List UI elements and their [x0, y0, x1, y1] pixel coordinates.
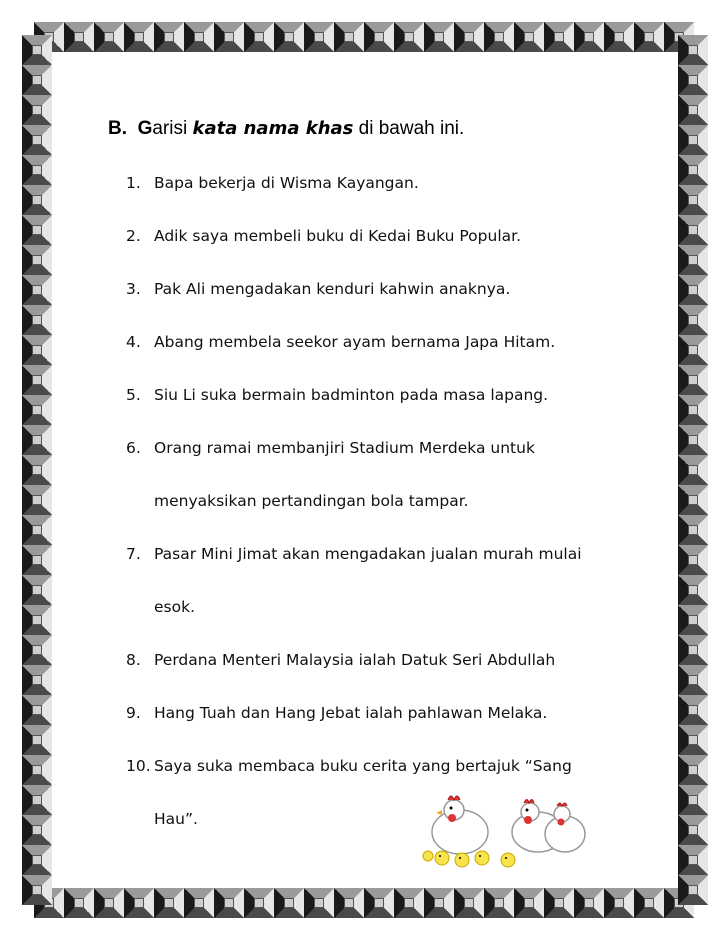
border-stud — [214, 888, 244, 918]
border-stud — [514, 888, 544, 918]
list-item — [126, 541, 646, 620]
item-number: 6. — [126, 439, 141, 457]
border-stud — [22, 635, 52, 665]
item-text: Perdana Menteri Malaysia ialah Datuk Seri Abdullah — [154, 651, 556, 669]
border-stud — [274, 22, 304, 52]
border-stud — [678, 275, 708, 305]
border-stud — [22, 725, 52, 755]
item-text: Bapa bekerja di Wisma Kayangan. — [154, 174, 419, 192]
border-stud — [424, 22, 454, 52]
item-text: Adik saya membeli buku di Kedai Buku Popular. — [154, 227, 522, 245]
border-stud — [394, 888, 424, 918]
item-number: 5. — [126, 386, 141, 404]
border-stud — [454, 888, 484, 918]
border-bottom — [22, 888, 708, 918]
border-stud — [678, 485, 708, 515]
border-stud — [22, 395, 52, 425]
item-text-continued: Hau”. — [154, 810, 198, 828]
border-stud — [244, 22, 274, 52]
border-stud — [22, 845, 52, 875]
border-stud — [678, 605, 708, 635]
border-stud — [364, 888, 394, 918]
item-number: 8. — [126, 651, 141, 669]
item-number: 9. — [126, 704, 141, 722]
border-stud — [678, 95, 708, 125]
list-item — [126, 700, 646, 726]
border-stud — [678, 245, 708, 275]
list-item — [126, 276, 646, 302]
border-stud — [678, 305, 708, 335]
border-stud — [678, 395, 708, 425]
border-stud — [124, 888, 154, 918]
border-stud — [544, 22, 574, 52]
border-stud — [334, 888, 364, 918]
border-stud — [22, 485, 52, 515]
border-stud — [22, 695, 52, 725]
heading-initial: G — [137, 118, 153, 139]
item-text: Pak Ali mengadakan kenduri kahwin anaknya. — [154, 280, 511, 298]
border-stud — [678, 425, 708, 455]
border-stud — [22, 275, 52, 305]
border-stud — [22, 245, 52, 275]
border-top — [22, 22, 708, 52]
item-text: Abang membela seekor ayam bernama Japa Hitam. — [154, 333, 556, 351]
border-stud — [64, 888, 94, 918]
border-stud — [22, 35, 52, 65]
border-stud — [22, 305, 52, 335]
chick-icon — [455, 853, 469, 867]
border-stud — [154, 888, 184, 918]
border-stud — [574, 22, 604, 52]
border-stud — [678, 35, 708, 65]
item-number: 2. — [126, 227, 141, 245]
heading-emphasis: kata nama khas — [192, 118, 354, 139]
border-stud — [678, 575, 708, 605]
border-stud — [678, 155, 708, 185]
border-stud — [22, 545, 52, 575]
border-stud — [678, 455, 708, 485]
border-stud — [484, 888, 514, 918]
item-number: 3. — [126, 280, 141, 298]
border-stud — [678, 815, 708, 845]
border-stud — [544, 888, 574, 918]
item-text: Saya suka membaca buku cerita yang bertajuk “Sang — [154, 757, 572, 775]
border-stud — [634, 22, 664, 52]
border-stud — [678, 215, 708, 245]
worksheet-content — [108, 114, 648, 144]
border-stud — [22, 155, 52, 185]
border-stud — [22, 875, 52, 905]
chick-icon — [501, 853, 515, 867]
border-stud — [604, 22, 634, 52]
border-stud — [678, 725, 708, 755]
border-stud — [22, 665, 52, 695]
border-left — [22, 22, 52, 918]
border-stud — [604, 888, 634, 918]
item-number: 7. — [126, 545, 141, 563]
border-stud — [64, 22, 94, 52]
border-stud — [22, 215, 52, 245]
chick-icon — [475, 851, 489, 865]
border-stud — [574, 888, 604, 918]
border-stud — [484, 22, 514, 52]
border-stud — [678, 875, 708, 905]
border-stud — [244, 888, 274, 918]
border-stud — [678, 695, 708, 725]
item-text-continued: esok. — [154, 598, 195, 616]
border-stud — [334, 22, 364, 52]
border-stud — [154, 22, 184, 52]
border-stud — [22, 425, 52, 455]
item-text: Siu Li suka bermain badminton pada masa lapang. — [154, 386, 549, 404]
border-stud — [184, 888, 214, 918]
border-stud — [678, 665, 708, 695]
border-stud — [274, 888, 304, 918]
sentence-list — [126, 170, 646, 859]
border-stud — [22, 815, 52, 845]
border-stud — [22, 335, 52, 365]
border-stud — [678, 635, 708, 665]
border-stud — [22, 185, 52, 215]
border-stud — [678, 515, 708, 545]
border-stud — [454, 22, 484, 52]
border-stud — [394, 22, 424, 52]
border-stud — [22, 755, 52, 785]
border-stud — [304, 22, 334, 52]
list-item — [126, 382, 646, 408]
heading-text-1: arisi — [152, 118, 193, 139]
chickens-and-chicks-icon — [420, 790, 590, 870]
hen-icon — [545, 803, 585, 852]
border-stud — [678, 185, 708, 215]
border-stud — [634, 888, 664, 918]
border-stud — [678, 785, 708, 815]
border-stud — [678, 335, 708, 365]
item-number: 1. — [126, 174, 141, 192]
chick-icon — [423, 851, 433, 861]
item-number: 4. — [126, 333, 141, 351]
border-stud — [184, 22, 214, 52]
list-item — [126, 329, 646, 355]
border-stud — [678, 545, 708, 575]
border-stud — [364, 22, 394, 52]
list-item — [126, 647, 646, 673]
border-stud — [214, 22, 244, 52]
border-stud — [678, 365, 708, 395]
item-number: 10. — [126, 757, 151, 775]
border-stud — [678, 125, 708, 155]
border-stud — [514, 22, 544, 52]
item-text: Orang ramai membanjiri Stadium Merdeka untuk — [154, 439, 535, 457]
border-stud — [22, 125, 52, 155]
hen-icon — [432, 796, 488, 854]
border-stud — [678, 65, 708, 95]
border-stud — [124, 22, 154, 52]
border-stud — [424, 888, 454, 918]
chick-icon — [435, 851, 449, 865]
heading-text-2: di bawah ini. — [353, 118, 465, 139]
border-stud — [94, 22, 124, 52]
border-stud — [22, 605, 52, 635]
border-stud — [678, 845, 708, 875]
border-stud — [22, 365, 52, 395]
item-text-continued: menyaksikan pertandingan bola tampar. — [154, 492, 469, 510]
list-item — [126, 170, 646, 196]
border-stud — [22, 455, 52, 485]
border-right — [678, 22, 708, 918]
section-letter: B. — [108, 118, 127, 139]
border-stud — [22, 65, 52, 95]
border-stud — [22, 575, 52, 605]
border-stud — [22, 515, 52, 545]
border-stud — [678, 755, 708, 785]
border-stud — [94, 888, 124, 918]
item-text: Hang Tuah dan Hang Jebat ialah pahlawan Melaka. — [154, 704, 548, 722]
section-heading — [108, 114, 648, 144]
item-text: Pasar Mini Jimat akan mengadakan jualan murah mulai — [154, 545, 582, 563]
list-item — [126, 435, 646, 514]
border-stud — [22, 95, 52, 125]
border-stud — [22, 785, 52, 815]
list-item — [126, 223, 646, 249]
border-stud — [304, 888, 334, 918]
